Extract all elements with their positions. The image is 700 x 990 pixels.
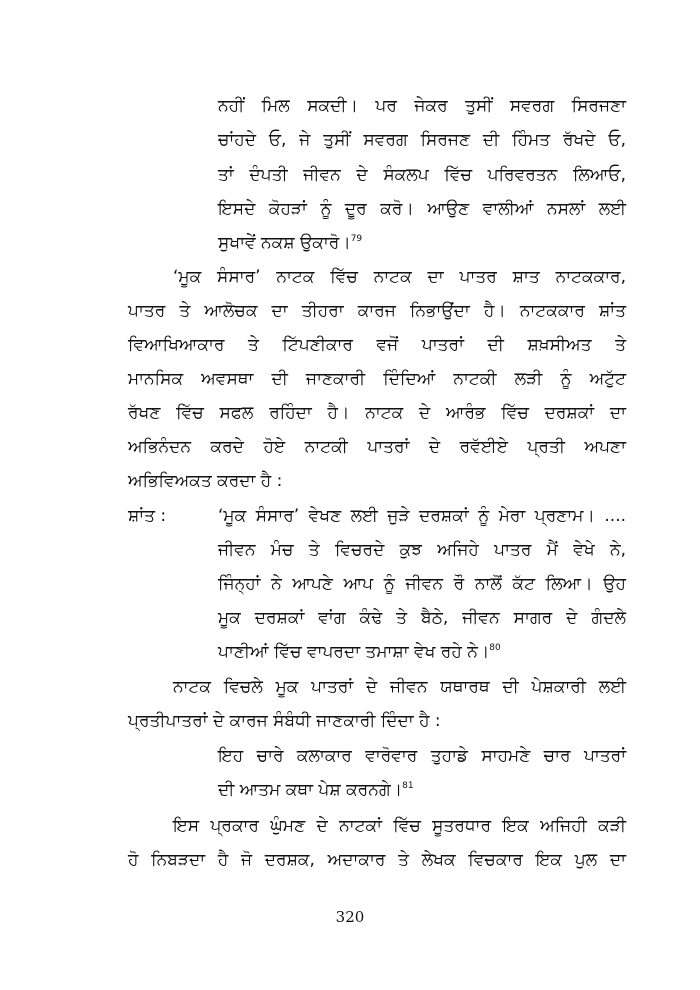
quote-line	[218, 778, 414, 802]
dialogue-line: ‘ਮੂਕ ਸੰਸਾਰ’ ਵੇਖਣ ਲਈ ਜੁੜੇ ਦਰਸ਼ਕਾਂ ਨੂੰ ਮੇਰਾ ਪ੍ਰਣਾਮ। ....	[218, 506, 626, 526]
dialogue-line	[218, 640, 501, 664]
quote-line: ਨਹੀਂ ਮਿਲ ਸਕਦੀ। ਪਰ ਜੇਕਰ ਤੁਸੀਂ ਸਵਰਗ ਸਿਰਜਣਾ	[218, 96, 626, 116]
footnote-ref: 81	[402, 781, 414, 791]
dialogue-line: ਜਿੰਨ੍ਹਾਂ ਨੇ ਆਪਣੇ ਆਪ ਨੂੰ ਜੀਵਨ ਰੌ ਨਾਲੋਂ ਕੱਟ ਲਿਆ। ਉਹ	[218, 574, 626, 594]
paragraph-line: ਹੋ ਨਿਬੜਦਾ ਹੈ ਜੋ ਦਰਸ਼ਕ, ਅਦਾਕਾਰ ਤੇ ਲੇਖਕ ਵਿਚਕਾਰ ਇਕ ਪੁਲ ਦਾ	[128, 850, 626, 870]
dialogue-line: ਮੂਕ ਦਰਸ਼ਕਾਂ ਵਾਂਗ ਕੰਢੇ ਤੇ ਬੈਠੇ, ਜੀਵਨ ਸਾਗਰ ਦੇ ਗੰਦਲੇ	[218, 608, 626, 628]
paragraph-line: ਅਭਿਨੰਦਨ ਕਰਦੇ ਹੋਏ ਨਾਟਕੀ ਪਾਤਰਾਂ ਦੇ ਰਵੱਈਏ ਪ੍ਰਤੀ ਅਪਣਾ	[128, 437, 626, 457]
quote-line: ਤਾਂ ਦੰਪਤੀ ਜੀਵਨ ਦੇ ਸੰਕਲਪ ਵਿੱਚ ਪਰਿਵਰਤਨ ਲਿਆਓ,	[218, 165, 626, 185]
paragraph-line: ‘ਮੂਕ ਸੰਸਾਰ’ ਨਾਟਕ ਵਿੱਚ ਨਾਟਕ ਦਾ ਪਾਤਰ ਸ਼ਾਤ ਨਾਟਕਕਾਰ,	[173, 267, 626, 287]
quote-line: ਇਹ ਚਾਰੇ ਕਲਾਕਾਰ ਵਾਰੋਵਾਰ ਤੁਹਾਡੇ ਸਾਹਮਣੇ ਚਾਰ ਪਾਤਰਾਂ	[218, 746, 626, 766]
paragraph-line: ਪਾਤਰ ਤੇ ਆਲੋਚਕ ਦਾ ਤੀਹਰਾ ਕਾਰਜ ਨਿਭਾਉਂਦਾ ਹੈ। ਨਾਟਕਕਾਰ ਸ਼ਾਂਤ	[128, 301, 626, 321]
quote-text: ਦੀ ਆਤਮ ਕਥਾ ਪੇਸ਼ ਕਰਨਗੇ।	[218, 780, 403, 800]
quote-line: ਇਸਦੇ ਕੋਹੜਾਂ ਨੂੰ ਦੂਰ ਕਰੋ। ਆਉਣ ਵਾਲੀਆਂ ਨਸਲਾਂ ਲਈ	[218, 199, 626, 219]
quote-line: ਚਾਂਹਦੇ ਓ, ਜੇ ਤੁਸੀਂ ਸਵਰਗ ਸਿਰਜਣ ਦੀ ਹਿੰਮਤ ਰੱਖਦੇ ਓ,	[218, 130, 626, 150]
paragraph-line: ਰੱਖਣ ਵਿੱਚ ਸਫਲ ਰਹਿੰਦਾ ਹੈ। ਨਾਟਕ ਦੇ ਆਰੰਭ ਵਿੱਚ ਦਰਸ਼ਕਾਂ ਦਾ	[128, 403, 626, 423]
dialogue-text: ਪਾਣੀਆਂ ਵਿੱਚ ਵਾਪਰਦਾ ਤਮਾਸ਼ਾ ਵੇਖ ਰਹੇ ਨੇ।	[218, 642, 490, 662]
page-number: 320	[335, 908, 365, 926]
dialogue-line: ਜੀਵਨ ਮੰਚ ਤੇ ਵਿਚਰਦੇ ਕੁਝ ਅਜਿਹੇ ਪਾਤਰ ਮੈਂ ਵੇਖੇ ਨੇ,	[218, 540, 626, 560]
footnote-ref: 80	[489, 643, 501, 653]
quote-line	[218, 231, 362, 255]
paragraph-line: ਪ੍ਰਤੀਪਾਤਰਾਂ ਦੇ ਕਾਰਜ ਸੰਬੰਧੀ ਜਾਣਕਾਰੀ ਦਿੰਦਾ ਹੈ :	[128, 711, 441, 731]
paragraph-line: ਨਾਟਕ ਵਿਚਲੇ ਮੂਕ ਪਾਤਰਾਂ ਦੇ ਜੀਵਨ ਯਥਾਰਥ ਦੀ ਪੇਸ਼ਕਾਰੀ ਲਈ	[173, 677, 626, 697]
quote-text: ਸੁਖਾਵੇਂ ਨਕਸ਼ ਉਕਾਰੋ।	[218, 233, 351, 253]
paragraph-line: ਮਾਨਸਿਕ ਅਵਸਥਾ ਦੀ ਜਾਣਕਾਰੀ ਦਿੰਦਿਆਂ ਨਾਟਕੀ ਲੜੀ ਨੂੰ ਅਟੁੱਟ	[128, 369, 626, 389]
paragraph-line: ਅਭਿਵਿਅਕਤ ਕਰਦਾ ਹੈ :	[128, 471, 283, 491]
footnote-ref: 79	[350, 234, 363, 244]
paragraph-line: ਇਸ ਪ੍ਰਕਾਰ ਘੁੰਮਣ ਦੇ ਨਾਟਕਾਂ ਵਿੱਚ ਸੂਤਰਧਾਰ ਇਕ ਅਜਿਹੀ ਕੜੀ	[173, 816, 626, 836]
speaker-label: ਸ਼ਾਂਤ :	[128, 506, 167, 526]
paragraph-line: ਵਿਆਖਿਆਕਾਰ ਤੇ ਟਿੱਪਣੀਕਾਰ ਵਜੋਂ ਪਾਤਰਾਂ ਦੀ ਸ਼ਖ਼ਸੀਅਤ ਤੇ	[128, 335, 626, 355]
